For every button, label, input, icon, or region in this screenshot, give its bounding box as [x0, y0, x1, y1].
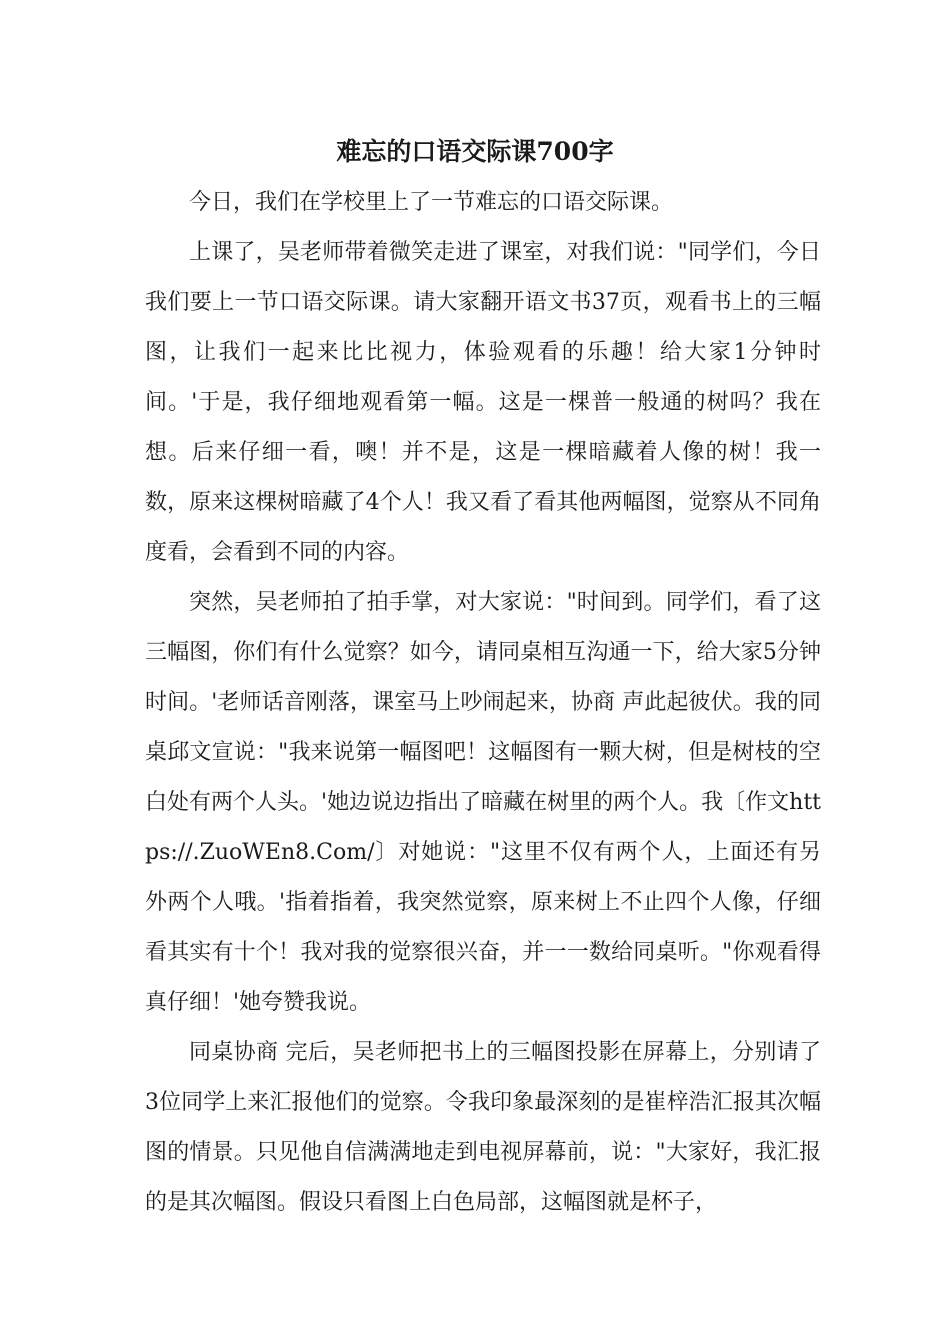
paragraph: 同桌协商 完后，吴老师把书上的三幅图投影在屏幕上，分别请了3位同学上来汇报他们的觉察。令我印象最深刻的是崔梓浩汇报其次幅图的情景。只见他自信满满地走到电视屏幕前，说："大家好，我汇报的是其次幅图。假设只看图上白色局部，这幅图就是杯子，: [145, 1040, 821, 1215]
document-body: [145, 178, 821, 1228]
document-title: 难忘的口语交际课700字: [336, 137, 614, 166]
paragraph: 今日，我们在学校里上了一节难忘的口语交际课。: [189, 190, 674, 215]
paragraph: 上课了，吴老师带着微笑走进了课室，对我们说："同学们，今日我们要上一节口语交际课。请大家翻开语文书37页，观看书上的三幅图，让我们一起来比比视力，体验观看的乐趣！给大家1分钟时间。'于是，我仔细地观看第一幅。这是一棵普一般通的树吗？我在想。后来仔细一看，噢！并不是，这是一棵暗藏着人像的树！我一数，原来这棵树暗藏了4个人！我又看了看其他两幅图，觉察从不同角度看，会看到不同的内容。: [145, 240, 821, 565]
paragraph: 突然，吴老师拍了拍手掌，对大家说："时间到。同学们，看了这三幅图，你们有什么觉察？如今，请同桌相互沟通一下，给大家5分钟时间。'老师话音刚落，课室马上吵闹起来，协商 声此起彼伏。我的同桌邱文宣说："我来说第一幅图吧！这幅图有一颗大树，但是树枝的空白处有两个人头。'她边说边指出了暗藏在树里的两个人。我〔作文https://.ZuoWEn8.Com/〕对她说："这里不仅有两个人，上面还有另外两个人哦。'指着指着，我突然觉察，原来树上不止四个人像，仔细看其实有十个！我对我的觉察很兴奋，并一一数给同桌听。"你观看得真仔细！'她夸赞我说。: [145, 590, 821, 1015]
